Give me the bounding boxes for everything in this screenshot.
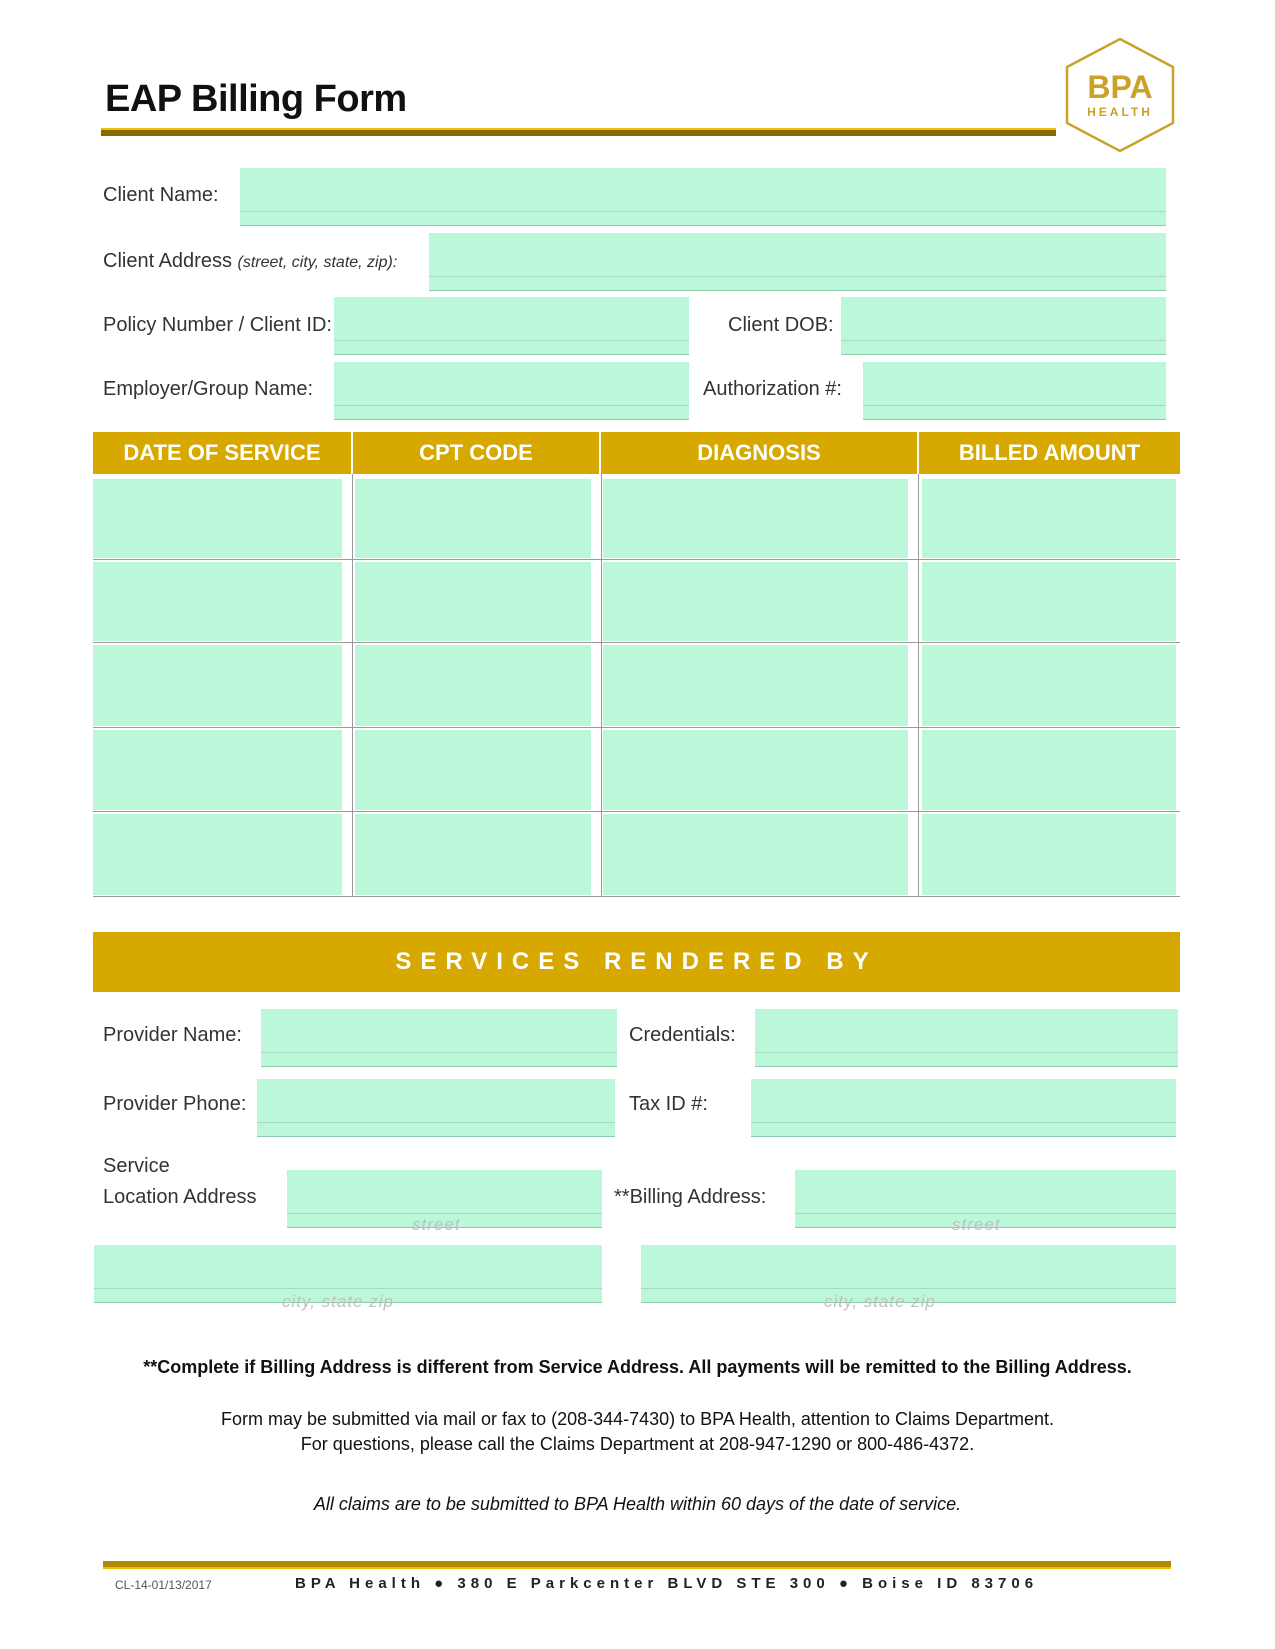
- service-table-header: [93, 432, 1180, 474]
- billing-street-hint: street: [952, 1215, 1001, 1234]
- service-location-label-line1: Service: [103, 1155, 170, 1177]
- bpa-health-logo: [1063, 36, 1177, 154]
- date-of-service-cell[interactable]: [93, 645, 342, 726]
- date-of-service-cell[interactable]: [93, 479, 342, 558]
- service-street-hint: street: [412, 1215, 461, 1234]
- policy-number-field[interactable]: [334, 297, 689, 355]
- svg-text:HEALTH: HEALTH: [1087, 105, 1153, 119]
- billed-amount-cell[interactable]: [922, 645, 1176, 726]
- service-city-hint: city, state zip: [282, 1292, 394, 1311]
- column-diagnosis: DIAGNOSIS: [697, 440, 821, 465]
- table-column-divider: [352, 474, 353, 897]
- policy-number-label: Policy Number / Client ID:: [103, 314, 332, 336]
- submission-note-line1: Form may be submitted via mail or fax to (208-344-7430) to BPA Health, attention to Claims Department.: [220, 1409, 1055, 1429]
- authorization-field[interactable]: [863, 362, 1166, 420]
- column-date-of-service: DATE OF SERVICE: [123, 440, 321, 465]
- credentials-label: Credentials:: [629, 1024, 736, 1046]
- client-name-label: Client Name:: [103, 184, 219, 206]
- cpt-code-cell[interactable]: [355, 645, 591, 726]
- client-address-hint: (street, city, state, zip):: [237, 254, 398, 271]
- service-location-label-line2: Location Address: [103, 1186, 257, 1208]
- header-rule: [101, 128, 1056, 136]
- date-of-service-cell[interactable]: [93, 562, 342, 641]
- billing-address-note: **Complete if Billing Address is different from Service Address. All payments will be remitted to the Billing Address.: [143, 1357, 1132, 1377]
- billed-amount-cell[interactable]: [922, 814, 1176, 895]
- svg-text:BPA: BPA: [1087, 69, 1153, 105]
- diagnosis-cell[interactable]: [603, 645, 908, 726]
- diagnosis-cell[interactable]: [603, 562, 908, 641]
- billing-city-hint: city, state zip: [824, 1292, 936, 1311]
- employer-group-field[interactable]: [334, 362, 689, 420]
- table-column-divider: [601, 474, 602, 897]
- date-of-service-cell[interactable]: [93, 730, 342, 810]
- cpt-code-cell[interactable]: [355, 730, 591, 810]
- employer-group-label: Employer/Group Name:: [103, 378, 314, 400]
- page-title: EAP Billing Form: [105, 78, 407, 120]
- tax-id-field[interactable]: [751, 1079, 1176, 1137]
- provider-phone-field[interactable]: [257, 1079, 615, 1137]
- table-row-divider: [93, 642, 1180, 643]
- client-name-field[interactable]: [240, 168, 1166, 226]
- diagnosis-cell[interactable]: [603, 479, 908, 558]
- table-row-divider: [93, 896, 1180, 897]
- client-address-label-text: Client Address: [103, 250, 232, 272]
- provider-name-field[interactable]: [261, 1009, 617, 1067]
- form-code: CL-14-01/13/2017: [115, 1578, 212, 1592]
- column-billed-amount: BILLED AMOUNT: [958, 440, 1141, 465]
- client-dob-label: Client DOB:: [728, 314, 834, 336]
- billed-amount-cell[interactable]: [922, 562, 1176, 641]
- submission-note-line2: For questions, please call the Claims Department at 208-947-1290 or 800-486-4372.: [300, 1434, 975, 1454]
- billed-amount-cell[interactable]: [922, 479, 1176, 558]
- billed-amount-cell[interactable]: [922, 730, 1176, 810]
- client-dob-field[interactable]: [841, 297, 1166, 355]
- services-rendered-band: SERVICES RENDERED BY: [93, 932, 1180, 992]
- cpt-code-cell[interactable]: [355, 562, 591, 641]
- table-row-divider: [93, 727, 1180, 728]
- authorization-label: Authorization #:: [703, 378, 842, 400]
- diagnosis-cell[interactable]: [603, 730, 908, 810]
- date-of-service-cell[interactable]: [93, 814, 342, 895]
- table-row-divider: [93, 811, 1180, 812]
- provider-name-label: Provider Name:: [103, 1024, 242, 1046]
- client-address-field[interactable]: [429, 233, 1166, 291]
- diagnosis-cell[interactable]: [603, 814, 908, 895]
- cpt-code-cell[interactable]: [355, 814, 591, 895]
- table-column-divider: [918, 474, 919, 897]
- provider-phone-label: Provider Phone:: [103, 1093, 247, 1115]
- deadline-note: All claims are to be submitted to BPA Health within 60 days of the date of service.: [313, 1494, 962, 1514]
- tax-id-label: Tax ID #:: [629, 1093, 708, 1115]
- client-address-label: [103, 250, 397, 273]
- footer-address: BPA Health ● 380 E Parkcenter BLVD STE 300 ● Boise ID 83706: [295, 1575, 1039, 1592]
- table-row-divider: [93, 559, 1180, 560]
- footer-rule: [103, 1561, 1171, 1569]
- cpt-code-cell[interactable]: [355, 479, 591, 558]
- credentials-field[interactable]: [755, 1009, 1178, 1067]
- column-cpt-code: CPT CODE: [419, 440, 533, 465]
- billing-address-label: **Billing Address:: [614, 1186, 767, 1208]
